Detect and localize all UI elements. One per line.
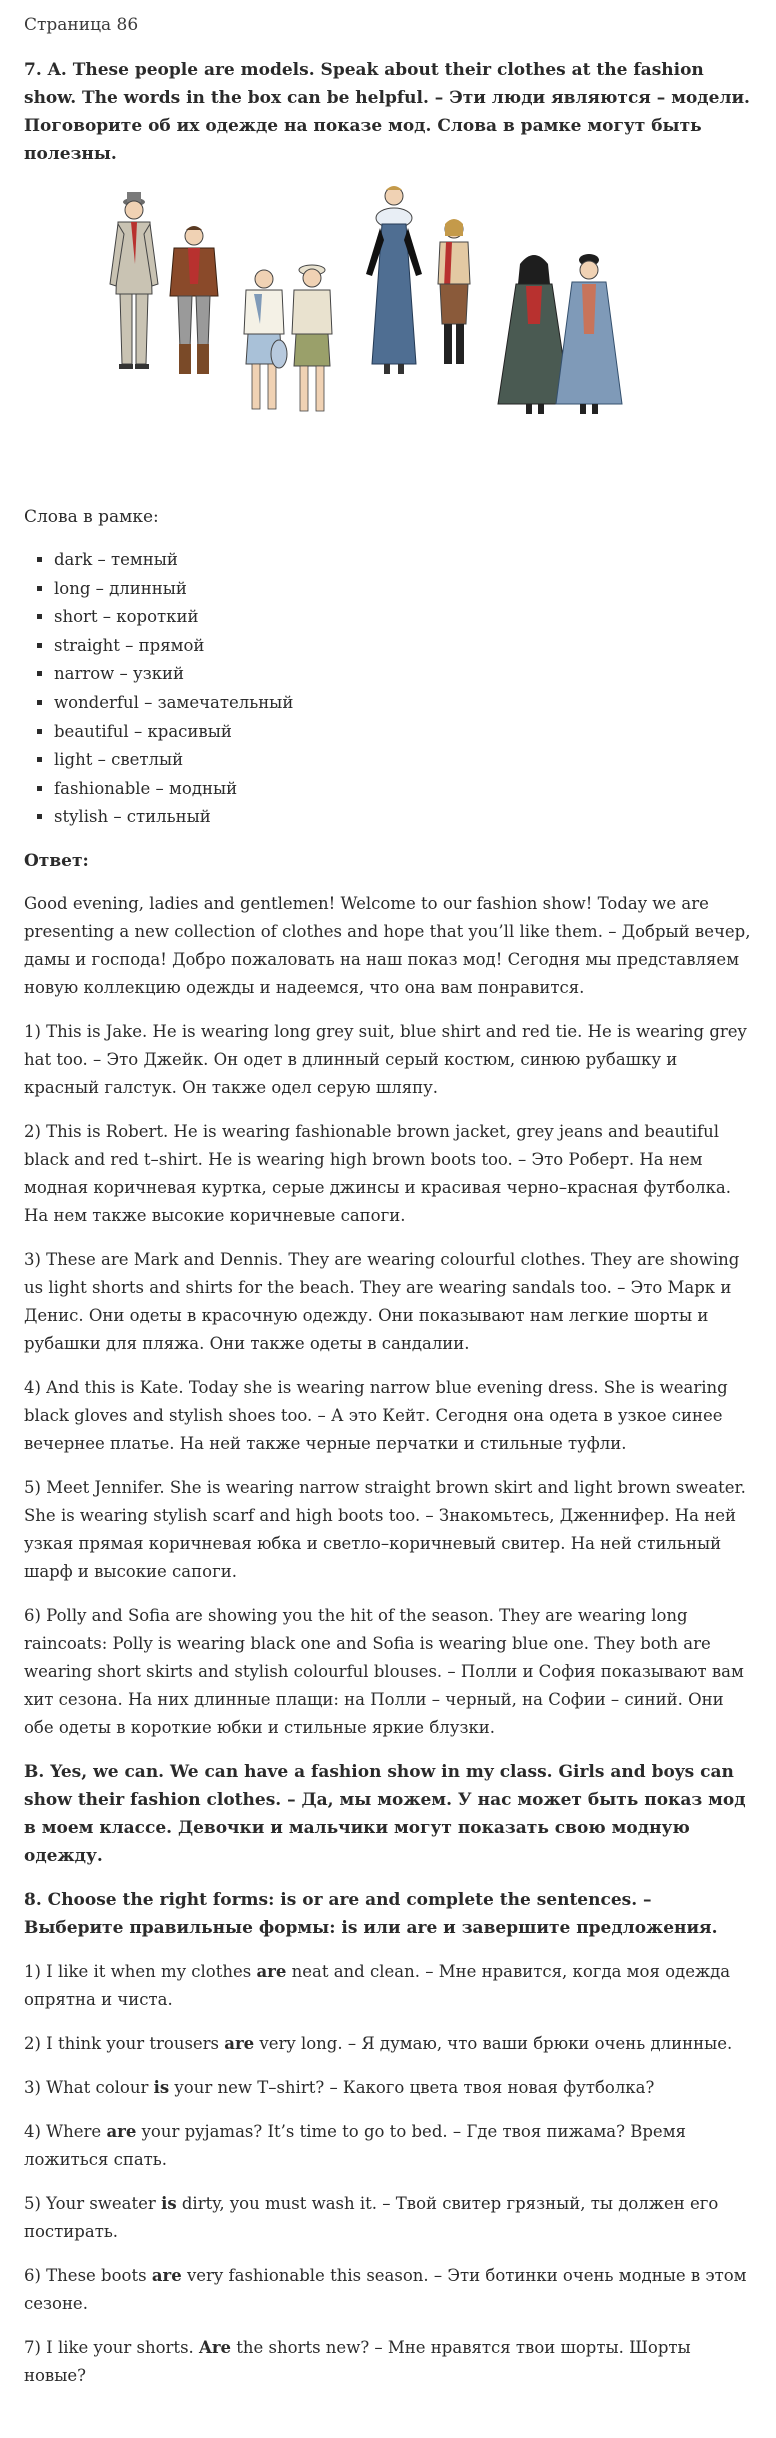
words-list — [24, 546, 752, 832]
sentence-after: the shorts new? – Мне нравятся твои шорты. Шорты новые? — [24, 2337, 691, 2385]
model-jake — [110, 192, 158, 369]
word-item: ▪ fashionable – модный — [54, 775, 752, 804]
sentence-before: 7) I like your shorts. — [24, 2337, 200, 2357]
sentence-before: 6) These boots — [24, 2265, 152, 2285]
sentence-item — [24, 2262, 752, 2318]
word-item: ▪ wonderful – замечательный — [54, 689, 752, 718]
models-illustration-image — [94, 184, 694, 484]
sentence-item — [24, 2190, 752, 2246]
sentence-item — [24, 2334, 752, 2390]
model-jennifer — [438, 219, 470, 364]
sentence-after: dirty, you must wash it. – Твой свитер грязный, ты должен его постирать. — [24, 2193, 719, 2241]
answer-paragraph: 5) Meet Jennifer. She is wearing narrow straight brown skirt and light brown sweater. She is wearing stylish scarf and high boots too. – Знакомьтесь, Дженнифер. На ней узкая прямая коричневая юбка и светло–коричневый свитер. На ней стильный шарф и высокие сапоги. — [24, 1477, 746, 1581]
sentence-item — [24, 2118, 752, 2174]
sentence-verb: are — [224, 2033, 255, 2053]
sentence-verb: are — [106, 2121, 137, 2141]
word-item: ▪ dark – темный — [54, 546, 752, 575]
models-illustration — [94, 184, 694, 484]
sentence-verb: are — [151, 2265, 182, 2285]
model-sofia — [556, 254, 622, 414]
sentence-before: 2) I think your trousers — [24, 2033, 225, 2053]
words-box-title: Слова в рамке: — [24, 507, 159, 527]
model-robert — [170, 226, 218, 374]
sentence-before: 4) Where — [24, 2121, 107, 2141]
model-kate — [366, 186, 422, 374]
answer-paragraph: Good evening, ladies and gentlemen! Welcome to our fashion show! Today we are presenting a new collection of clothes and hope that you’ll like them. – Добрый вечер, дамы и господа! Добро пожаловать на наш показ мод! Сегодня мы представляем новую коллекцию одежды и надеемся, что она вам понравится. — [24, 893, 751, 997]
word-item: ▪ long – длинный — [54, 575, 752, 604]
word-item: ▪ narrow – узкий — [54, 660, 752, 689]
sentence-after: very long. – Я думаю, что ваши брюки очень длинные. — [254, 2033, 733, 2053]
task7-part-b: B. Yes, we can. We can have a fashion show in my class. Girls and boys can show their fashion clothes. – Да, мы можем. У нас может быть показ мод в моем классе. Девочки и мальчики могут показать свою модную одежду. — [24, 1761, 746, 1866]
sentence-verb: are — [256, 1961, 287, 1981]
word-item: ▪ light – светлый — [54, 746, 752, 775]
sentence-before: 3) What colour — [24, 2077, 154, 2097]
sentence-after: very fashionable this season. – Эти ботинки очень модные в этом сезоне. — [24, 2265, 747, 2313]
sentence-item — [24, 2074, 752, 2102]
sentence-after: neat and clean. – Мне нравится, когда моя одежда опрятна и чиста. — [24, 1961, 731, 2009]
word-item: ▪ beautiful – красивый — [54, 718, 752, 747]
sentence-before: 5) Your sweater — [24, 2193, 162, 2213]
sentence-item — [24, 1958, 752, 2014]
answer-paragraph: 3) These are Mark and Dennis. They are wearing colourful clothes. They are showing us light shorts and shirts for the beach. They are wearing sandals too. – Это Марк и Денис. Они одеты в красочную одежду. Они показывают нам легкие шорты и рубашки для пляжа. Они также одеты в сандалии. — [24, 1249, 740, 1353]
answer-paragraph: 1) This is Jake. He is wearing long grey suit, blue shirt and red tie. He is wearing grey hat too. – Это Джейк. Он одет в длинный серый костюм, синюю рубашку и красный галстук. Он также одел серую шляпу. — [24, 1021, 747, 1097]
word-item: ▪ short – короткий — [54, 603, 752, 632]
sentence-verb: Are — [199, 2337, 232, 2357]
task7-heading: 7. A. These people are models. Speak about their clothes at the fashion show. The words in the box can be helpful. – Эти люди являются – модели. Поговорите об их одежде на показе мод. Слова в рамке могут быть полезны. — [24, 60, 750, 164]
answer-paragraph: 4) And this is Kate. Today she is wearing narrow blue evening dress. She is wearing black gloves and stylish shoes too. – А это Кейт. Сегодня она одета в узкое синее вечернее платье. На ней также черные перчатки и стильные туфли. — [24, 1377, 728, 1453]
answer-label: Ответ: — [24, 850, 89, 871]
answer-paragraph: 2) This is Robert. He is wearing fashionable brown jacket, grey jeans and beautiful black and red t–shirt. He is wearing high brown boots too. – Это Роберт. На нем модная коричневая куртка, серые джинсы и красивая черно–красная футболка. На нем также высокие коричневые сапоги. — [24, 1121, 732, 1225]
sentence-before: 1) I like it when my clothes — [24, 1961, 257, 1981]
sentence-after: your pyjamas? It’s time to go to bed. – Где твоя пижама? Время ложиться спать. — [24, 2121, 686, 2169]
model-mark — [244, 270, 287, 409]
sentence-item — [24, 2030, 752, 2058]
model-dennis — [292, 265, 332, 411]
answer-paragraph: 6) Polly and Sofia are showing you the hit of the season. They are wearing long raincoats: Polly is wearing black one and Sofia is wearing blue one. They both are wearing short skirts and stylish colourful blouses. – Полли и София показывают вам хит сезона. На них длинные плащи: на Полли – черный, на Софии – синий. Они обе одеты в короткие юбки и стильные яркие блузки. — [24, 1605, 744, 1737]
page-number: Страница 86 — [24, 15, 139, 35]
word-item: ▪ straight – прямой — [54, 632, 752, 661]
sentence-verb: is — [161, 2193, 177, 2213]
sentence-verb: is — [153, 2077, 170, 2097]
word-item: ▪ stylish – стильный — [54, 803, 752, 832]
sentence-after: your new T–shirt? – Какого цвета твоя новая футболка? — [169, 2077, 655, 2097]
task8-heading: 8. Choose the right forms: is or are and complete the sentences. – Выберите правильные формы: is или are и завершите предложения. — [24, 1889, 718, 1938]
